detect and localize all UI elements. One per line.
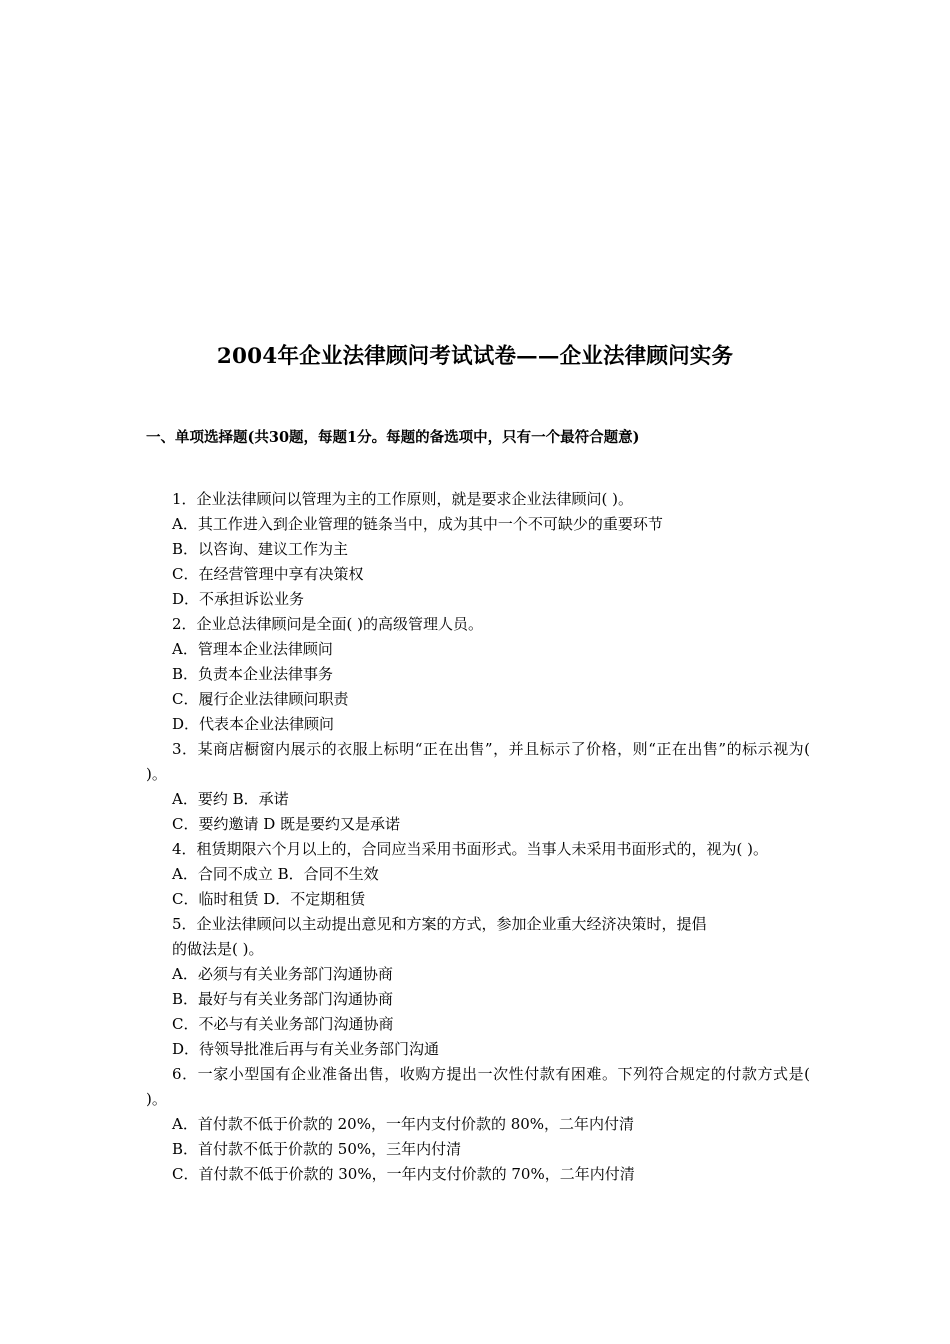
question-2-stem: 2．企业总法律顾问是全面( )的高级管理人员。 [172, 615, 484, 633]
question-1-option-c: C．在经营管理中享有决策权 [172, 565, 364, 583]
question-5-option-d: D．待领导批准后再与有关业务部门沟通 [172, 1040, 440, 1058]
question-1-option-d: D．不承担诉讼业务 [172, 590, 305, 608]
question-5-stem-line-1: 5．企业法律顾问以主动提出意见和方案的方式，参加企业重大经济决策时，提倡 [172, 915, 707, 933]
question-4-option-ab: A．合同不成立 B．合同不生效 [172, 865, 379, 883]
question-6-option-a: A．首付款不低于价款的 20%，一年内支付价款的 80%，二年内付清 [172, 1115, 635, 1133]
question-1-option-b: B．以咨询、建议工作为主 [172, 540, 349, 558]
question-6-option-c: C．首付款不低于价款的 30%，一年内支付价款的 70%，二年内付清 [172, 1165, 635, 1183]
question-2-option-a: A．管理本企业法律顾问 [172, 640, 333, 658]
question-6-option-b: B．首付款不低于价款的 50%，三年内付清 [172, 1140, 462, 1158]
page-title: 2004年企业法律顾问考试试卷——企业法律顾问实务 [216, 344, 734, 369]
question-1-option-a: A．其工作进入到企业管理的链条当中，成为其中一个不可缺少的重要环节 [172, 515, 663, 533]
question-3-option-ab: A．要约 B．承诺 [172, 790, 289, 808]
question-6-stem: 6．一家小型国有企业准备出售，收购方提出一次性付款有困难。下列符合规定的付款方式是( )。 [146, 1065, 810, 1108]
question-5-option-b: B．最好与有关业务部门沟通协商 [172, 990, 394, 1008]
section-heading: 一、单项选择题(共30题，每题1分。每题的备选项中，只有一个最符合题意) [146, 429, 640, 446]
question-list [146, 487, 810, 1187]
question-3-stem: 3．某商店橱窗内展示的衣服上标明“正在出售”，并且标示了价格，则“正在出售”的标示视为( )。 [146, 740, 810, 783]
question-5-option-a: A．必须与有关业务部门沟通协商 [172, 965, 393, 983]
question-2-option-c: C．履行企业法律顾问职责 [172, 690, 349, 708]
question-1-stem: 1．企业法律顾问以管理为主的工作原则，就是要求企业法律顾问( )。 [172, 490, 634, 508]
question-3-option-cd: C．要约邀请 D 既是要约又是承诺 [172, 815, 401, 833]
question-4-stem: 4．租赁期限六个月以上的，合同应当采用书面形式。当事人未采用书面形式的，视为( )。 [172, 840, 769, 858]
question-4-option-cd: C．临时租赁 D．不定期租赁 [172, 890, 366, 908]
question-5-stem-line-2: 的做法是( )。 [172, 940, 264, 958]
question-2-option-b: B．负责本企业法律事务 [172, 665, 334, 683]
question-2-option-d: D．代表本企业法律顾问 [172, 715, 335, 733]
question-5-option-c: C．不必与有关业务部门沟通协商 [172, 1015, 394, 1033]
